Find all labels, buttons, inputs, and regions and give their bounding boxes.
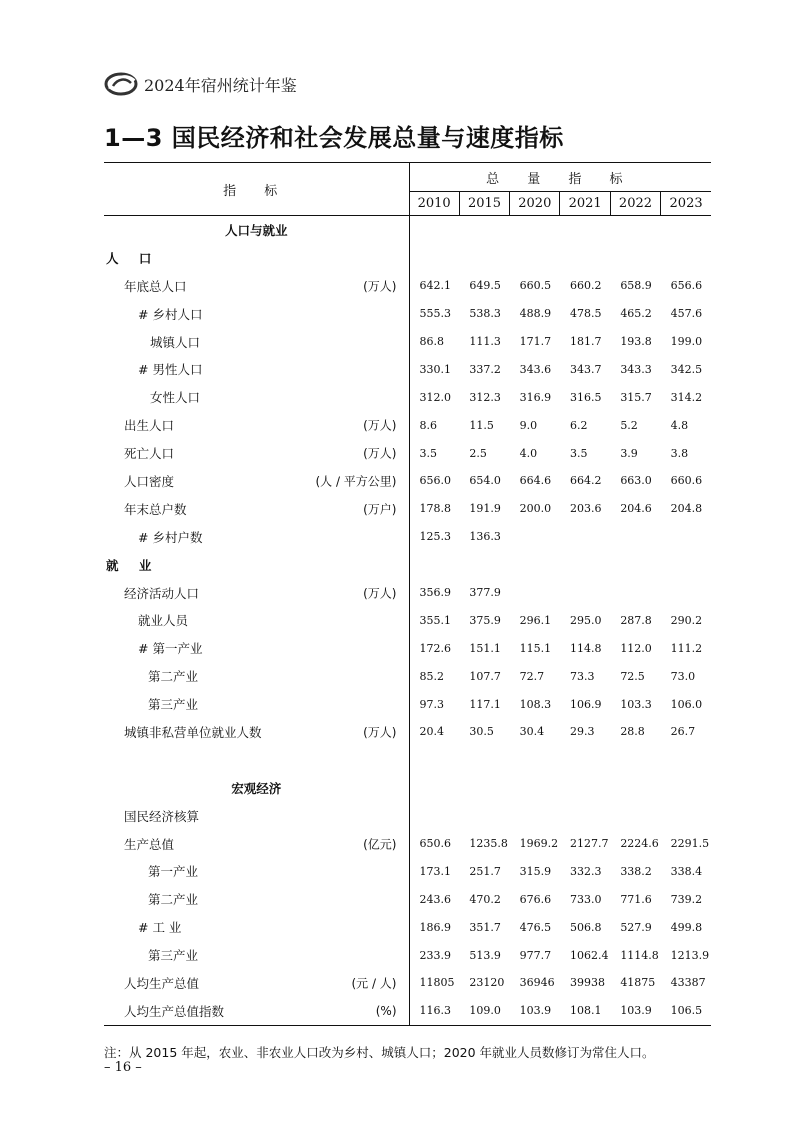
value-cell-2015 (459, 746, 509, 774)
value-cell-2022: 287.8 (620, 613, 652, 627)
value-cell-2022: 338.2 (620, 864, 652, 878)
value-cell-2020: 9.0 (519, 418, 538, 432)
year-header-2020: 2020 (510, 192, 560, 216)
value-cell-2015: 513.9 (469, 948, 501, 962)
table-row (104, 830, 711, 858)
table-row (104, 941, 711, 969)
value-cell-2010 (409, 802, 459, 830)
row-label: # 乡村户数 (138, 529, 203, 545)
value-cell-2020: 316.9 (519, 390, 552, 404)
row-label: 人口密度 (124, 473, 175, 489)
row-label-cell (104, 885, 409, 913)
value-cell-2015: 111.3 (469, 335, 501, 348)
value-cell-2015: 109.0 (459, 997, 509, 1025)
page-title: 1—3 国民经济和社会发展总量与速度指标 (104, 124, 564, 152)
value-cell-2022: 315.7 (620, 390, 652, 404)
value-cell-2010: 20.4 (419, 725, 444, 739)
table-row (104, 355, 711, 383)
value-cell-2010: 243.6 (419, 892, 451, 906)
value-cell-2022: 103.3 (620, 697, 652, 711)
row-label-cell (104, 913, 409, 941)
value-cell-2010 (409, 216, 459, 244)
row-label: 年末总户数 (124, 501, 187, 517)
value-cell-2021: 203.6 (569, 502, 602, 516)
value-cell-2021: 2127.7 (569, 837, 609, 851)
value-cell-2023: 43387 (670, 976, 706, 990)
value-cell-2021: 316.5 (569, 390, 602, 404)
table-row (104, 634, 711, 662)
value-cell-2010: 233.9 (419, 948, 451, 962)
row-label-cell (104, 244, 409, 272)
table-row (104, 300, 711, 328)
value-cell-2021 (560, 802, 610, 830)
value-cell-2020: 343.6 (519, 362, 552, 376)
row-label-cell (104, 857, 409, 885)
value-cell-2022: 663.0 (620, 474, 652, 488)
row-label: # 男性人口 (138, 362, 203, 378)
row-label: 就业人员 (138, 613, 189, 629)
value-cell-2010: 312.0 (419, 390, 451, 404)
row-label-cell (104, 355, 409, 383)
value-cell-2021: 1062.4 (569, 948, 609, 962)
value-cell-2021: 343.7 (569, 362, 602, 376)
value-cell-2021: 108.1 (560, 997, 610, 1025)
value-cell-2023: 338.4 (670, 864, 703, 878)
value-cell-2015: 1235.8 (469, 837, 508, 851)
value-cell-2023 (661, 244, 711, 272)
value-cell-2021: 181.7 (569, 335, 602, 348)
row-label-cell (104, 802, 409, 830)
row-label-cell (104, 830, 409, 858)
value-cell-2020: 171.7 (519, 335, 552, 348)
value-cell-2010: 125.3 (419, 530, 451, 544)
footnote: 注：从 2015 年起，农业、非农业人口改为乡村、城镇人口；2020 年就业人员数修订为常住人口。 (104, 1045, 655, 1060)
value-cell-2020: 30.4 (519, 725, 545, 739)
value-cell-2021: 3.5 (569, 446, 588, 460)
value-cell-2021: 6.2 (569, 418, 588, 432)
row-label: 经济活动人口 (124, 585, 200, 601)
row-unit: (元 / 人) (351, 976, 397, 991)
table-row (104, 439, 711, 467)
table-row (104, 328, 711, 356)
table-row (104, 690, 711, 718)
year-header-2023: 2023 (661, 192, 711, 216)
value-cell-2022: 103.9 (610, 997, 660, 1025)
value-cell-2020: 115.1 (519, 641, 552, 655)
value-cell-2022: 343.3 (620, 362, 652, 376)
table-row (104, 606, 711, 634)
value-cell-2020: 200.0 (519, 502, 552, 516)
year-header-2022: 2022 (610, 192, 660, 216)
row-label-cell (104, 969, 409, 997)
value-cell-2023: 106.5 (661, 997, 711, 1025)
row-label: 国民经济核算 (124, 808, 200, 824)
value-cell-2010: 178.8 (419, 502, 451, 516)
table-body (104, 216, 711, 1026)
value-cell-2022 (610, 802, 660, 830)
row-label-cell (104, 606, 409, 634)
value-cell-2023: 106.0 (670, 697, 703, 711)
value-cell-2021 (560, 551, 610, 579)
row-label: 第一产业 (148, 864, 199, 880)
value-cell-2023: 656.6 (670, 279, 703, 293)
row-label-cell (104, 551, 409, 579)
value-cell-2010 (409, 551, 459, 579)
value-cell-2021: 660.2 (569, 279, 602, 293)
value-cell-2022 (610, 551, 660, 579)
value-cell-2023 (661, 774, 711, 802)
table-row (104, 746, 711, 774)
value-cell-2010: 3.5 (419, 446, 437, 460)
value-cell-2022: 72.5 (620, 669, 645, 683)
value-cell-2015: 654.0 (469, 474, 501, 488)
value-cell-2021: 478.5 (569, 307, 602, 321)
value-cell-2023: 204.8 (670, 502, 703, 516)
row-label: 出生人口 (124, 418, 175, 434)
table-row (104, 551, 711, 579)
value-cell-2020: 1969.2 (519, 837, 559, 851)
value-cell-2023: 73.0 (670, 669, 696, 683)
value-cell-2021: 106.9 (569, 697, 602, 711)
value-cell-2015: 375.9 (469, 613, 501, 627)
value-cell-2010: 116.3 (409, 997, 459, 1025)
row-label: 人口与就业 (224, 222, 288, 238)
row-label-cell (104, 690, 409, 718)
value-cell-2020: 315.9 (519, 864, 552, 878)
value-cell-2023: 314.2 (670, 390, 703, 404)
year-header-2021: 2021 (560, 192, 610, 216)
value-cell-2020: 660.5 (519, 279, 552, 293)
value-cell-2023: 4.8 (670, 418, 689, 432)
value-cell-2022: 28.8 (620, 725, 645, 739)
table-row (104, 662, 711, 690)
value-cell-2015 (459, 802, 509, 830)
row-label-cell (104, 411, 409, 439)
row-label: # 乡村人口 (138, 306, 203, 322)
value-cell-2023: 111.2 (670, 641, 703, 655)
value-cell-2023: 199.0 (670, 335, 703, 348)
value-cell-2010: 355.1 (419, 613, 451, 627)
value-cell-2021: 733.0 (569, 892, 602, 906)
data-table-container (104, 162, 711, 1026)
value-cell-2010: 642.1 (419, 279, 451, 293)
value-cell-2020 (510, 551, 560, 579)
row-label-cell (104, 328, 409, 356)
row-label-cell (104, 523, 409, 551)
value-cell-2021 (560, 244, 610, 272)
value-cell-2021 (560, 746, 610, 774)
value-cell-2023 (661, 579, 711, 607)
value-cell-2021: 29.3 (569, 725, 595, 739)
value-cell-2015: 351.7 (469, 920, 501, 934)
value-cell-2020 (510, 523, 560, 551)
value-cell-2023: 26.7 (670, 725, 696, 739)
value-cell-2015: 377.9 (469, 586, 501, 600)
value-cell-2015: 470.2 (469, 892, 501, 906)
data-table (104, 162, 711, 1026)
table-row (104, 857, 711, 885)
value-cell-2021: 295.0 (569, 613, 602, 627)
value-cell-2021 (560, 216, 610, 244)
row-label: 女性人口 (150, 390, 201, 406)
table-row (104, 244, 711, 272)
table-row (104, 969, 711, 997)
value-cell-2020: 977.7 (519, 948, 552, 962)
value-cell-2010 (409, 774, 459, 802)
row-label-cell (104, 941, 409, 969)
row-label: 城镇非私营单位就业人数 (124, 724, 262, 740)
value-cell-2022 (610, 579, 660, 607)
table-row (104, 411, 711, 439)
row-label: 生产总值 (124, 836, 175, 852)
value-cell-2015: 117.1 (469, 697, 501, 711)
value-cell-2023: 457.6 (670, 307, 703, 321)
value-cell-2023: 499.8 (670, 920, 703, 934)
row-label: 第三产业 (148, 697, 199, 713)
value-cell-2023 (661, 551, 711, 579)
value-cell-2015: 191.9 (469, 502, 501, 516)
value-cell-2023: 1213.9 (670, 948, 710, 962)
value-cell-2010: 656.0 (419, 474, 451, 488)
table-row (104, 523, 711, 551)
value-cell-2021: 664.2 (569, 474, 602, 488)
value-cell-2021: 332.3 (569, 864, 602, 878)
row-unit: (亿元) (363, 837, 397, 852)
table-row (104, 383, 711, 411)
yearbook-logo-icon (104, 71, 138, 97)
value-cell-2010: 86.8 (419, 335, 444, 348)
value-cell-2023: 660.6 (670, 474, 703, 488)
value-cell-2020: 664.6 (519, 474, 552, 488)
group-header: 总 量 指 标 (409, 163, 711, 192)
value-cell-2020: 103.9 (510, 997, 560, 1025)
row-label: 人均生产总值 (124, 975, 200, 991)
row-label-cell (104, 439, 409, 467)
value-cell-2023: 342.5 (670, 362, 703, 376)
value-cell-2020: 476.5 (519, 920, 552, 934)
value-cell-2023 (661, 523, 711, 551)
value-cell-2010: 8.6 (419, 418, 437, 432)
value-cell-2022: 1114.8 (620, 948, 659, 962)
value-cell-2021: 506.8 (569, 920, 602, 934)
value-cell-2020 (510, 216, 560, 244)
row-label: 城镇人口 (150, 334, 201, 350)
value-cell-2023: 290.2 (670, 613, 703, 627)
row-label-cell (104, 300, 409, 328)
value-cell-2010: 186.9 (419, 920, 451, 934)
value-cell-2010 (409, 244, 459, 272)
value-cell-2015 (459, 216, 509, 244)
value-cell-2021: 39938 (569, 976, 605, 990)
value-cell-2010: 555.3 (419, 307, 451, 321)
row-label: 第三产业 (148, 948, 199, 964)
value-cell-2015: 107.7 (469, 669, 501, 683)
year-header-2015: 2015 (459, 192, 509, 216)
row-label-cell (104, 272, 409, 300)
row-label-cell (104, 467, 409, 495)
row-unit: (万人) (363, 446, 397, 461)
value-cell-2010 (409, 746, 459, 774)
row-label: 第二产业 (148, 892, 199, 908)
value-cell-2021 (560, 774, 610, 802)
value-cell-2015: 312.3 (469, 390, 501, 404)
row-label-cell (104, 634, 409, 662)
value-cell-2015: 23120 (469, 976, 505, 990)
row-label: 就 业 (106, 557, 160, 573)
value-cell-2022 (610, 244, 660, 272)
indicator-header: 指 标 (104, 163, 409, 216)
value-cell-2015: 649.5 (469, 279, 501, 293)
value-cell-2021: 114.8 (569, 641, 602, 655)
table-row (104, 718, 711, 746)
row-label-cell (104, 774, 409, 802)
value-cell-2015: 136.3 (469, 530, 501, 544)
page-number: – 16 – (104, 1060, 142, 1075)
row-label-cell (104, 997, 409, 1025)
value-cell-2022: 204.6 (620, 502, 652, 516)
value-cell-2020 (510, 802, 560, 830)
row-label: 死亡人口 (124, 446, 175, 462)
row-label: 宏观经济 (231, 780, 282, 796)
table-row (104, 802, 711, 830)
row-label: 人均生产总值指数 (124, 1003, 225, 1019)
value-cell-2022: 527.9 (620, 920, 652, 934)
table-row (104, 913, 711, 941)
table-row (104, 495, 711, 523)
value-cell-2022: 41875 (620, 976, 656, 990)
value-cell-2022 (610, 746, 660, 774)
value-cell-2020 (510, 244, 560, 272)
value-cell-2010: 356.9 (419, 586, 451, 600)
value-cell-2020: 296.1 (519, 613, 552, 627)
value-cell-2010: 85.2 (419, 669, 444, 683)
value-cell-2020: 72.7 (519, 669, 545, 683)
value-cell-2020 (510, 774, 560, 802)
value-cell-2010: 172.6 (419, 641, 451, 655)
row-label-cell (104, 718, 409, 746)
row-label: # 第一产业 (138, 641, 203, 657)
value-cell-2020 (510, 579, 560, 607)
value-cell-2022 (610, 216, 660, 244)
value-cell-2015: 538.3 (469, 307, 501, 321)
value-cell-2022: 2224.6 (620, 837, 659, 851)
value-cell-2020: 4.0 (519, 446, 538, 460)
value-cell-2015: 11.5 (469, 418, 494, 432)
value-cell-2021 (560, 523, 610, 551)
value-cell-2022 (610, 774, 660, 802)
value-cell-2010: 650.6 (419, 837, 451, 851)
value-cell-2022: 193.8 (620, 335, 652, 348)
value-cell-2023 (661, 802, 711, 830)
value-cell-2023: 739.2 (670, 892, 703, 906)
value-cell-2015: 151.1 (469, 641, 501, 655)
value-cell-2015 (459, 551, 509, 579)
table-row (104, 272, 711, 300)
value-cell-2022: 5.2 (620, 418, 638, 432)
row-unit: (万人) (363, 586, 397, 601)
value-cell-2015 (459, 244, 509, 272)
value-cell-2015: 30.5 (469, 725, 494, 739)
value-cell-2010: 330.1 (419, 362, 451, 376)
row-label-cell (104, 383, 409, 411)
table-row (104, 774, 711, 802)
value-cell-2021: 73.3 (569, 669, 595, 683)
row-unit: (万户) (363, 502, 397, 517)
row-label-cell (104, 216, 409, 244)
value-cell-2021 (560, 579, 610, 607)
table-row (104, 467, 711, 495)
year-header-2010: 2010 (409, 192, 459, 216)
row-label: 人 口 (106, 250, 160, 266)
value-cell-2023: 3.8 (670, 446, 689, 460)
value-cell-2023: 2291.5 (670, 837, 710, 851)
value-cell-2023 (661, 746, 711, 774)
row-label-cell (104, 746, 409, 774)
value-cell-2020: 488.9 (519, 307, 552, 321)
page-header (104, 70, 297, 98)
value-cell-2010: 173.1 (419, 864, 451, 878)
row-label-cell (104, 662, 409, 690)
header-text: 2024年宿州统计年鉴 (144, 75, 297, 95)
value-cell-2022: 465.2 (620, 307, 652, 321)
row-unit: (万人) (363, 418, 397, 433)
value-cell-2020: 676.6 (519, 892, 552, 906)
value-cell-2022: 112.0 (620, 641, 652, 655)
value-cell-2020 (510, 746, 560, 774)
row-unit: (万人) (363, 725, 397, 740)
table-row (104, 885, 711, 913)
value-cell-2020: 108.3 (519, 697, 552, 711)
value-cell-2022: 658.9 (620, 279, 652, 293)
row-label: # 工 业 (138, 920, 182, 936)
row-label-cell (104, 495, 409, 523)
row-label: 第二产业 (148, 669, 199, 685)
value-cell-2022: 3.9 (620, 446, 638, 460)
value-cell-2015: 337.2 (469, 362, 501, 376)
table-row (104, 216, 711, 244)
row-label: 年底总人口 (124, 278, 187, 294)
value-cell-2020: 36946 (519, 976, 555, 990)
value-cell-2010: 11805 (419, 976, 455, 990)
value-cell-2023 (661, 216, 711, 244)
row-unit: (人 / 平方公里) (315, 474, 397, 489)
value-cell-2022 (610, 523, 660, 551)
value-cell-2015: 2.5 (469, 446, 487, 460)
value-cell-2010: 97.3 (419, 697, 444, 711)
row-label-cell (104, 579, 409, 607)
table-row (104, 997, 711, 1025)
value-cell-2015 (459, 774, 509, 802)
table-row (104, 579, 711, 607)
row-unit: (万人) (363, 279, 397, 294)
row-unit: (%) (375, 1003, 397, 1018)
value-cell-2022: 771.6 (620, 892, 652, 906)
value-cell-2015: 251.7 (469, 864, 501, 878)
